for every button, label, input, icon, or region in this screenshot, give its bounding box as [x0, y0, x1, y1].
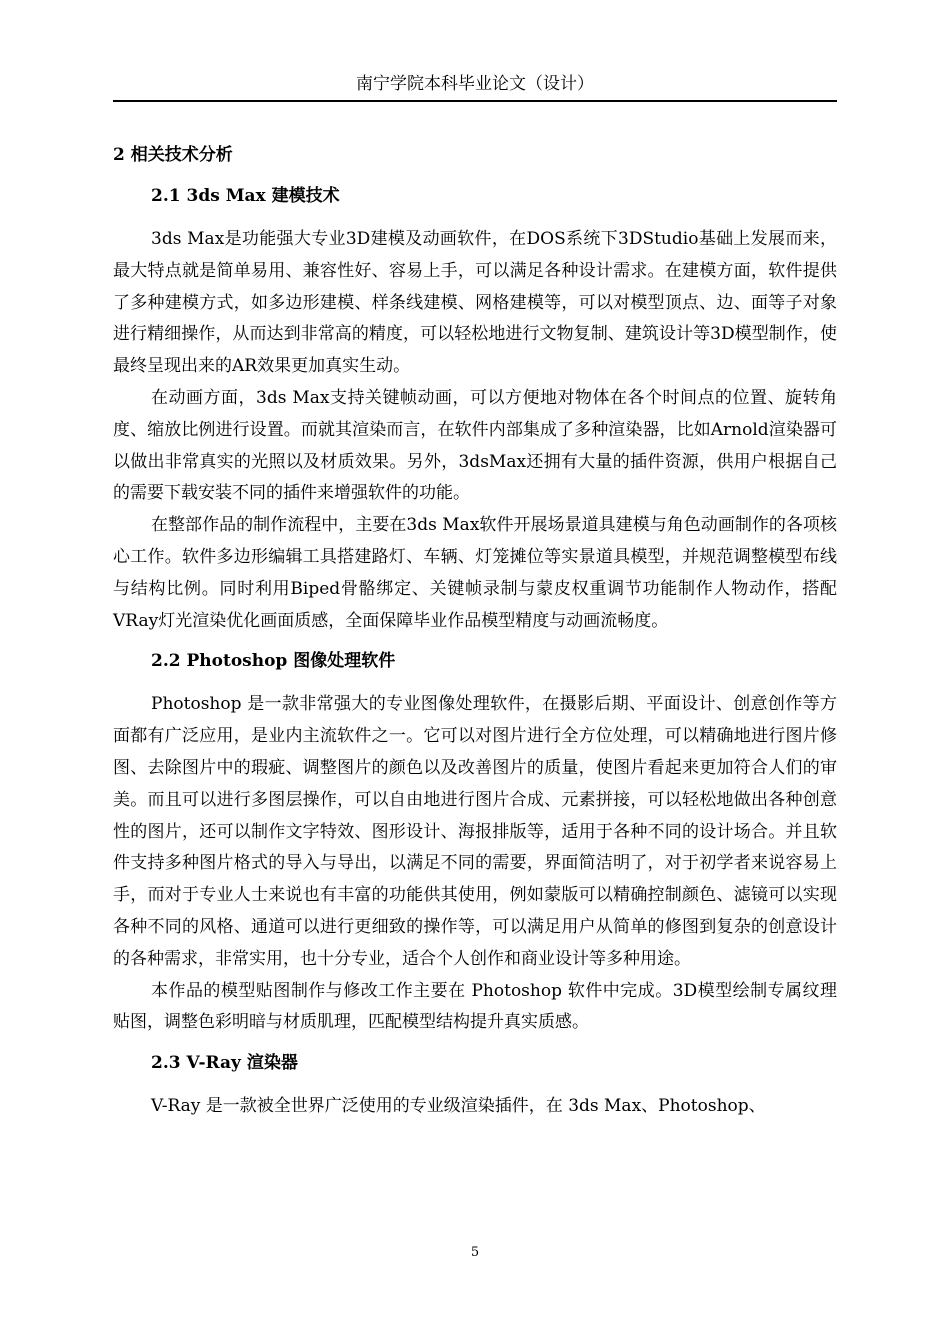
chapter-heading: 2 相关技术分析: [113, 145, 233, 165]
paragraph: 本作品的模型贴图制作与修改工作主要在 Photoshop 软件中完成。3D模型绘制专属纹理贴图，调整色彩明暗与材质肌理，匹配模型结构提升真实质感。: [113, 980, 837, 1033]
page-body: [113, 143, 837, 1123]
paragraph: 3ds Max是功能强大专业3D建模及动画软件，在DOS系统下3DStudio基础上发展而来，最大特点就是简单易用、兼容性好、容易上手，可以满足各种设计需求。在建模方面，软件提供了多种建模方式，如多边形建模、样条线建模、网格建模等，可以对模型顶点、边、面等子对象进行精细操作，从而达到非常高的精度，可以轻松地进行文物复制、建筑设计等3D模型制作，使最终呈现出来的AR效果更加真实生动。: [113, 229, 837, 377]
paragraph: 在整部作品的制作流程中，主要在3ds Max软件开展场景道具建模与角色动画制作的各项核心工作。软件多边形编辑工具搭建路灯、车辆、灯笼摊位等实景道具模型，并规范调整模型布线与结构比例。同时利用Biped骨骼绑定、关键帧录制与蒙皮权重调节功能制作人物动作，搭配VRay灯光渲染优化画面质感，全面保障毕业作品模型精度与动画流畅度。: [113, 515, 837, 631]
paragraph: Photoshop 是一款非常强大的专业图像处理软件，在摄影后期、平面设计、创意创作等方面都有广泛应用，是业内主流软件之一。它可以对图片进行全方位处理，可以精确地进行图片修图、去除图片中的瑕疵、调整图片的颜色以及改善图片的质量，使图片看起来更加符合人们的审美。而且可以进行多图层操作，可以自由地进行图片合成、元素拼接，可以轻松地做出各种创意性的图片，还可以制作文字特效、图形设计、海报排版等，适用于各种不同的设计场合。并且软件支持多种图片格式的导入与导出，以满足不同的需要，界面简洁明了，对于初学者来说容易上手，而对于专业人士来说也有丰富的功能供其使用，例如蒙版可以精确控制颜色、滤镜可以实现各种不同的风格、通道可以进行更细致的操作等，可以满足用户从简单的修图到复杂的创意设计的各种需求，非常实用，也十分专业，适合个人创作和商业设计等多种用途。: [113, 694, 837, 969]
running-header: 南宁学院本科毕业论文（设计）: [356, 74, 594, 94]
section-heading-2-2: 2.2 Photoshop 图像处理软件: [151, 651, 396, 672]
page-number: 5: [470, 1245, 480, 1260]
section-heading-2-3: 2.3 V-Ray 渲染器: [151, 1053, 298, 1074]
paragraph: 在动画方面，3ds Max支持关键帧动画，可以方便地对物体在各个时间点的位置、旋转角度、缩放比例进行设置。而就其渲染而言，在软件内部集成了多种渲染器，比如Arnold渲染器可以做出非常真实的光照以及材质效果。另外，3dsMax还拥有大量的插件资源，供用户根据自己的需要下载安装不同的插件来增强软件的功能。: [113, 387, 837, 504]
header-divider: [113, 100, 837, 102]
section-heading-2-1: 2.1 3ds Max 建模技术: [151, 186, 340, 206]
paragraph: V-Ray 是一款被全世界广泛使用的专业级渲染插件，在 3ds Max、Photoshop、: [151, 1096, 766, 1117]
